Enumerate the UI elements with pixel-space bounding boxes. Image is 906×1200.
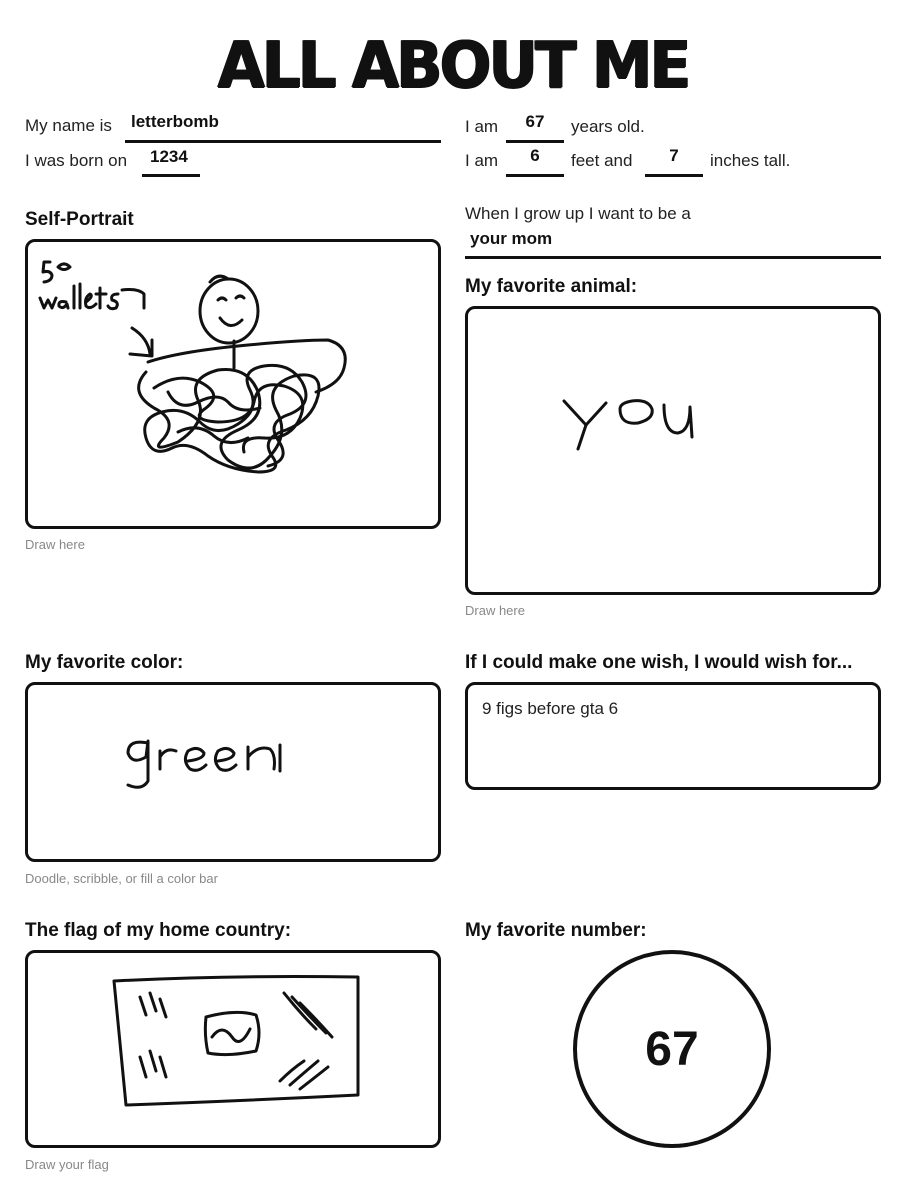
age-prefix: I am	[465, 117, 499, 136]
born-underline	[142, 174, 200, 177]
flag-sketch	[28, 953, 444, 1151]
favorite-number-value: 67	[645, 1022, 699, 1076]
favorite-number-circle[interactable]	[573, 950, 771, 1148]
age-underline	[506, 140, 564, 143]
self-portrait-sketch	[28, 242, 444, 532]
age-suffix: years old.	[571, 117, 645, 136]
inches-underline	[645, 174, 703, 177]
wish-textarea[interactable]	[465, 682, 881, 790]
page-title: ALL ABOUT ME	[217, 29, 689, 103]
grow-up-underline	[465, 256, 881, 259]
favorite-animal-canvas[interactable]	[465, 306, 881, 595]
favorite-animal-heading: My favorite animal:	[465, 276, 638, 297]
age-value[interactable]: 67	[525, 112, 545, 131]
self-portrait-canvas[interactable]	[25, 239, 441, 529]
favorite-color-sketch	[28, 685, 444, 865]
favorite-number-heading: My favorite number:	[465, 920, 647, 941]
wish-value: 9 figs before gta 6	[482, 699, 619, 718]
favorite-animal-sketch	[468, 309, 884, 598]
grow-up-label: When I grow up I want to be a	[465, 204, 691, 223]
name-underline	[125, 140, 441, 143]
favorite-color-canvas[interactable]	[25, 682, 441, 862]
born-value[interactable]: 1234	[150, 147, 188, 166]
height-inches-value[interactable]: 7	[669, 146, 679, 165]
name-label: My name is	[25, 116, 112, 135]
feet-label: feet and	[571, 151, 633, 170]
inches-label: inches tall.	[710, 151, 791, 170]
born-label: I was born on	[25, 151, 128, 170]
flag-canvas[interactable]	[25, 950, 441, 1148]
favorite-animal-hint: Draw here	[465, 603, 525, 618]
self-portrait-hint: Draw here	[25, 537, 85, 552]
wish-heading: If I could make one wish, I would wish for...	[465, 652, 853, 673]
favorite-color-hint: Doodle, scribble, or fill a color bar	[25, 871, 218, 886]
height-prefix: I am	[465, 151, 499, 170]
self-portrait-heading: Self-Portrait	[25, 209, 134, 230]
name-value[interactable]: letterbomb	[131, 112, 219, 131]
flag-heading: The flag of my home country:	[25, 920, 292, 941]
favorite-color-heading: My favorite color:	[25, 652, 184, 673]
grow-up-value[interactable]: your mom	[470, 229, 553, 248]
flag-hint: Draw your flag	[25, 1157, 109, 1172]
height-feet-value[interactable]: 6	[530, 146, 540, 165]
feet-underline	[506, 174, 564, 177]
